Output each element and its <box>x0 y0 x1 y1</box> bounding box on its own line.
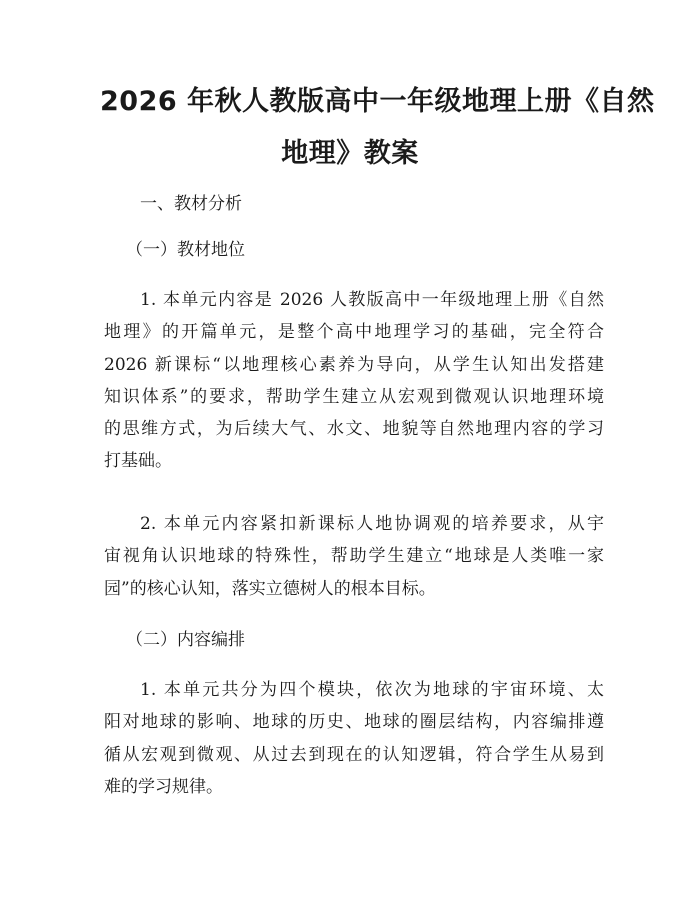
paragraph-line: 宙视角认识地球的特殊性，帮助学生建立“地球是人类唯一家 <box>104 546 604 567</box>
paragraph-line: 2. 本单元内容紧扣新课标人地协调观的培养要求，从宇 <box>140 514 604 534</box>
paragraph-line: 2026 新课标“以地理核心素养为导向，从学生认知出发搭建 <box>104 354 604 375</box>
paragraph-line: 打基础。 <box>104 451 172 472</box>
paragraph-line: 难的学习规律。 <box>104 776 223 797</box>
paragraph-line: 阳对地球的影响、地球的历史、地球的圈层结构，内容编排遵 <box>104 712 604 733</box>
paragraph-line: 1. 本单元共分为四个模块，依次为地球的宇宙环境、太 <box>140 680 604 700</box>
paragraph-line: 的思维方式，为后续大气、水文、地貌等自然地理内容的学习 <box>104 419 604 440</box>
paragraph-arrangement-1 <box>104 674 604 803</box>
title-line-2: 地理》教案 <box>281 138 419 169</box>
paragraph-line: 循从宏观到微观、从过去到现在的认知逻辑，符合学生从易到 <box>104 744 604 765</box>
paragraph-position-2 <box>104 508 604 605</box>
paragraph-line: 园”的核心认知，落实立德树人的根本目标。 <box>104 578 436 599</box>
subsection-heading-textbook-position: （一）教材地位 <box>126 240 245 260</box>
section-heading-textbook-analysis: 一、教材分析 <box>140 194 242 214</box>
paragraph-line: 1. 本单元内容是 2026 人教版高中一年级地理上册《自然 <box>140 290 604 310</box>
subsection-heading-content-arrangement: （二）内容编排 <box>126 630 245 650</box>
paragraph-line: 知识体系”的要求，帮助学生建立从宏观到微观认识地理环境 <box>104 386 604 407</box>
title-line-1: 2026 年秋人教版高中一年级地理上册《自然 <box>100 86 655 117</box>
document-title <box>100 76 655 180</box>
paragraph-line: 地理》的开篇单元，是整个高中地理学习的基础，完全符合 <box>104 322 604 343</box>
paragraph-position-1 <box>104 284 604 478</box>
